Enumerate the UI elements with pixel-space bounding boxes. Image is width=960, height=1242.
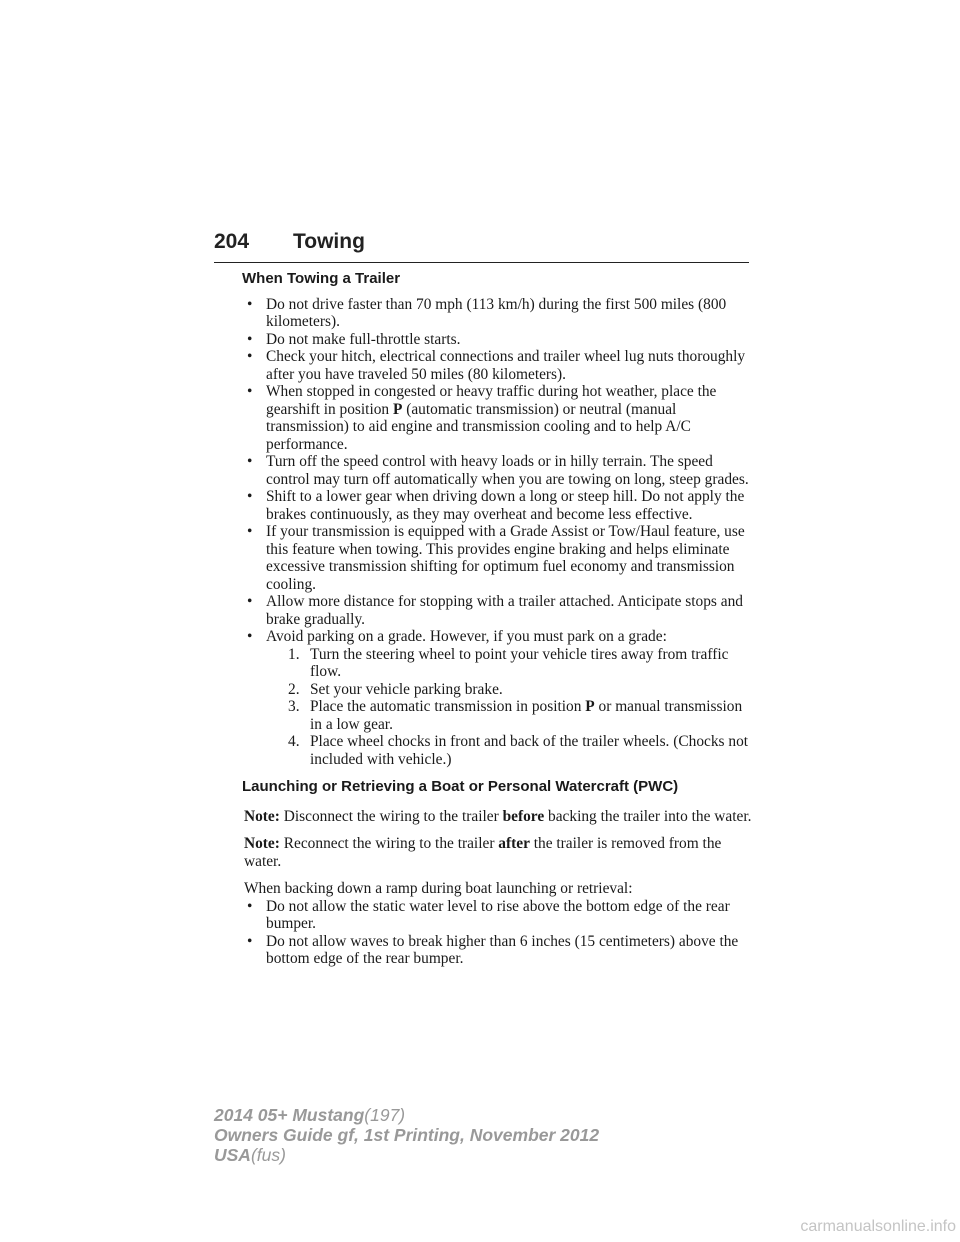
bullet-icon: •: [247, 628, 253, 645]
step-number: 2.: [288, 680, 300, 698]
list-item: • When stopped in congested or heavy traffic during hot weather, place the gearshift in position P (automatic transmission) or neutral (manual transmission) to aid engine and transmission cooling and to help A/C performance.: [247, 383, 717, 453]
list-item: • Do not drive faster than 70 mph (113 km/h) during the first 500 miles (800 kilometers).: [247, 295, 727, 330]
section-heading-boat-launching: Launching or Retrieving a Boat or Personal Watercraft (PWC): [242, 778, 679, 795]
footer-line-region: USA(fus): [214, 1145, 286, 1165]
chapter-title: Towing: [293, 230, 365, 253]
list-item: • Do not make full-throttle starts.: [247, 330, 461, 348]
document-footer: [214, 1105, 599, 1165]
page-header: [214, 228, 749, 263]
parking-steps-list: [266, 646, 754, 769]
step-item: 1. Turn the steering wheel to point your vehicle tires away from traffic flow.: [288, 645, 729, 680]
bullet-icon: •: [247, 383, 253, 400]
ramp-intro-text: When backing down a ramp during boat launching or retrieval:: [244, 880, 633, 897]
towing-tips-list: [244, 296, 754, 769]
step-item: 2. Set your vehicle parking brake.: [288, 680, 503, 698]
note-disconnect-wiring: Note: Disconnect the wiring to the trailer before backing the trailer into the water.: [244, 807, 752, 825]
bullet-icon: •: [247, 453, 253, 470]
bullet-icon: •: [247, 932, 253, 950]
list-item: • Do not allow waves to break higher than 6 inches (15 centimeters) above the bottom edge of the rear bumper.: [247, 932, 739, 967]
step-item: 3. Place the automatic transmission in position P or manual transmission in a low gear.: [288, 698, 743, 733]
list-item: • Check your hitch, electrical connections and trailer wheel lug nuts thoroughly after you have traveled 50 miles (80 kilometers).: [247, 348, 746, 383]
bullet-icon: •: [247, 593, 253, 610]
list-item: • Avoid parking on a grade. However, if you must park on a grade: 1. Turn the steering wheel to point your vehicle tires away from traffic flow. 2. Set your vehicle parking brake. 3. Place the automatic transmission in position P or manual transmission in a low gear. 4. Place wheel chocks in front and back of the trailer wheels. (Chocks not included with vehicle.): [244, 628, 754, 768]
footer-line-edition: Owners Guide gf, 1st Printing, November 2012: [214, 1125, 600, 1145]
page-content: [244, 270, 754, 968]
bullet-icon: •: [247, 488, 253, 505]
list-item: • Shift to a lower gear when driving down a long or steep hill. Do not apply the brakes continuously, as they may overheat and become less effective.: [247, 488, 745, 523]
list-item: • Turn off the speed control with heavy loads or in hilly terrain. The speed control may turn off automatically when you are towing on long, steep grades.: [247, 453, 749, 488]
bullet-icon: •: [247, 348, 253, 365]
bullet-icon: •: [247, 330, 253, 348]
watermark: carmanualsonline.info: [800, 1218, 956, 1235]
step-number: 4.: [288, 733, 300, 750]
bullet-icon: •: [247, 295, 253, 313]
bullet-icon: •: [247, 523, 253, 540]
list-item: • If your transmission is equipped with a Grade Assist or Tow/Haul feature, use this feature when towing. This provides engine braking and helps eliminate excessive transmission shifting for optimum fuel economy and transmission cooling.: [247, 523, 745, 593]
bullet-icon: •: [247, 897, 253, 915]
footer-line-model: 2014 05+ Mustang(197): [214, 1105, 406, 1125]
section-heading-towing-trailer: When Towing a Trailer: [242, 270, 401, 287]
list-item: • Allow more distance for stopping with a trailer attached. Anticipate stops and brake gradually.: [247, 593, 743, 628]
step-number: 1.: [288, 645, 300, 663]
note-reconnect-wiring: Note: Reconnect the wiring to the trailer after the trailer is removed from the water.: [244, 835, 722, 870]
ramp-tips-list: [244, 898, 754, 968]
page-number: 204: [214, 230, 250, 253]
list-item: • Do not allow the static water level to rise above the bottom edge of the rear bumper.: [247, 897, 730, 932]
step-number: 3.: [288, 698, 300, 715]
step-item: 4. Place wheel chocks in front and back of the trailer wheels. (Chocks not included with vehicle.): [288, 733, 749, 768]
